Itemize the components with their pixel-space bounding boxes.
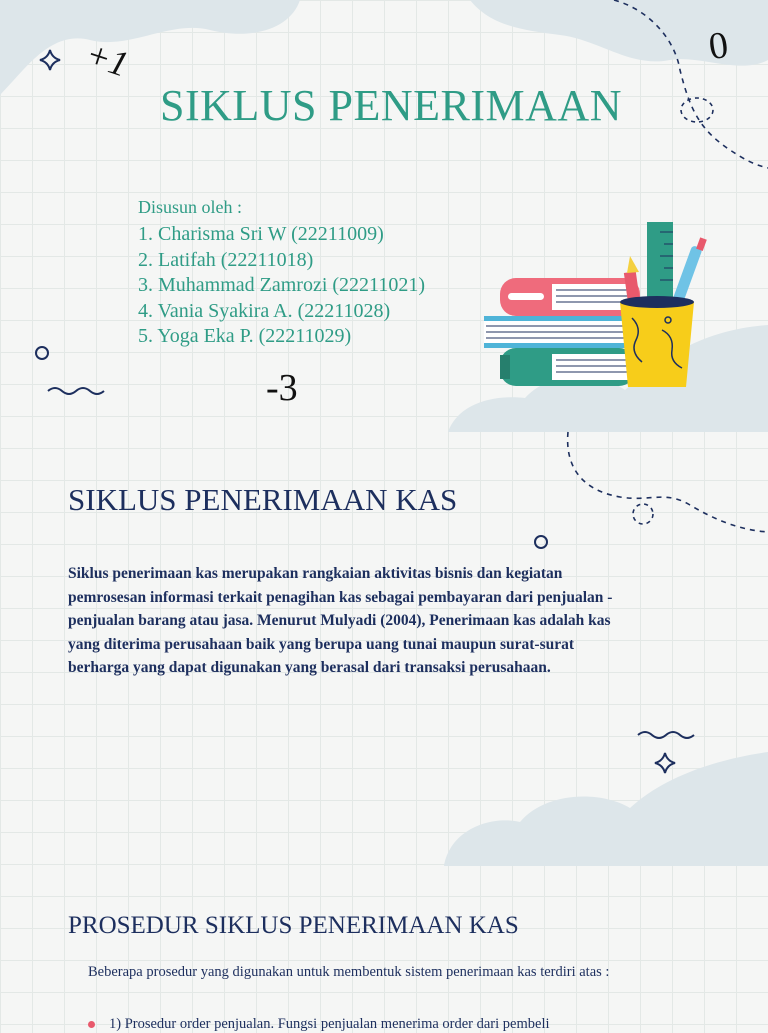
list-item — [88, 1016, 688, 1033]
author-item: 1. Charisma Sri W (22211009) — [138, 223, 384, 245]
dashed-curve-middle — [568, 432, 768, 532]
author-item: 2. Latifah (22211018) — [138, 248, 314, 271]
circle-icon — [535, 536, 547, 548]
section-paragraph-kas: Siklus penerimaan kas merupakan rangkaian aktivitas bisnis dan kegiatan pemrosesan informasi terkait penagihan kas sebagai pembayaran dari penjualan - penjualan barang atau jasa. Menurut Mulyadi (2004), Penerimaan kas adalah kas yang diterima perusahaan baik yang berupa uang tunai maupun surat-surat berharga yang dapat digunakan yang berasal dari transaksi perusahaan. — [68, 565, 613, 676]
author-item: 5. Yoga Eka P. (22211029) — [138, 325, 352, 347]
wave-icon — [48, 388, 104, 394]
cloud-lower-right — [444, 752, 768, 866]
books-and-pencil-cup-illustration — [484, 222, 707, 387]
section-heading-prosedur: PROSEDUR SIKLUS PENERIMAAN KAS — [68, 912, 519, 939]
bullet-icon — [88, 1021, 95, 1028]
wave-icon — [638, 732, 694, 738]
list-item-text: 1) Prosedur order penjualan. Fungsi penjualan menerima order dari pembeli — [109, 1016, 550, 1032]
authors-label: Disusun oleh : — [138, 197, 243, 217]
authors-block — [138, 197, 425, 350]
sparkle-icon — [40, 50, 60, 70]
float-number-plus-one: +1 — [80, 33, 134, 85]
float-number-zero: 0 — [706, 23, 731, 69]
float-number-minus-three: -3 — [266, 367, 298, 409]
sparkle-icon — [655, 753, 675, 773]
page-title: SIKLUS PENERIMAAN — [160, 81, 622, 130]
circle-icon — [36, 347, 48, 359]
section-heading-kas: SIKLUS PENERIMAAN KAS — [68, 482, 458, 517]
section-intro-prosedur: Beberapa prosedur yang digunakan untuk membentuk sistem penerimaan kas terdiri atas : — [88, 964, 610, 980]
author-item: 3. Muhammad Zamrozi (22211021) — [138, 274, 425, 296]
dashed-loop-middle — [633, 504, 653, 524]
author-item: 4. Vania Syakira A. (22211028) — [138, 299, 391, 322]
